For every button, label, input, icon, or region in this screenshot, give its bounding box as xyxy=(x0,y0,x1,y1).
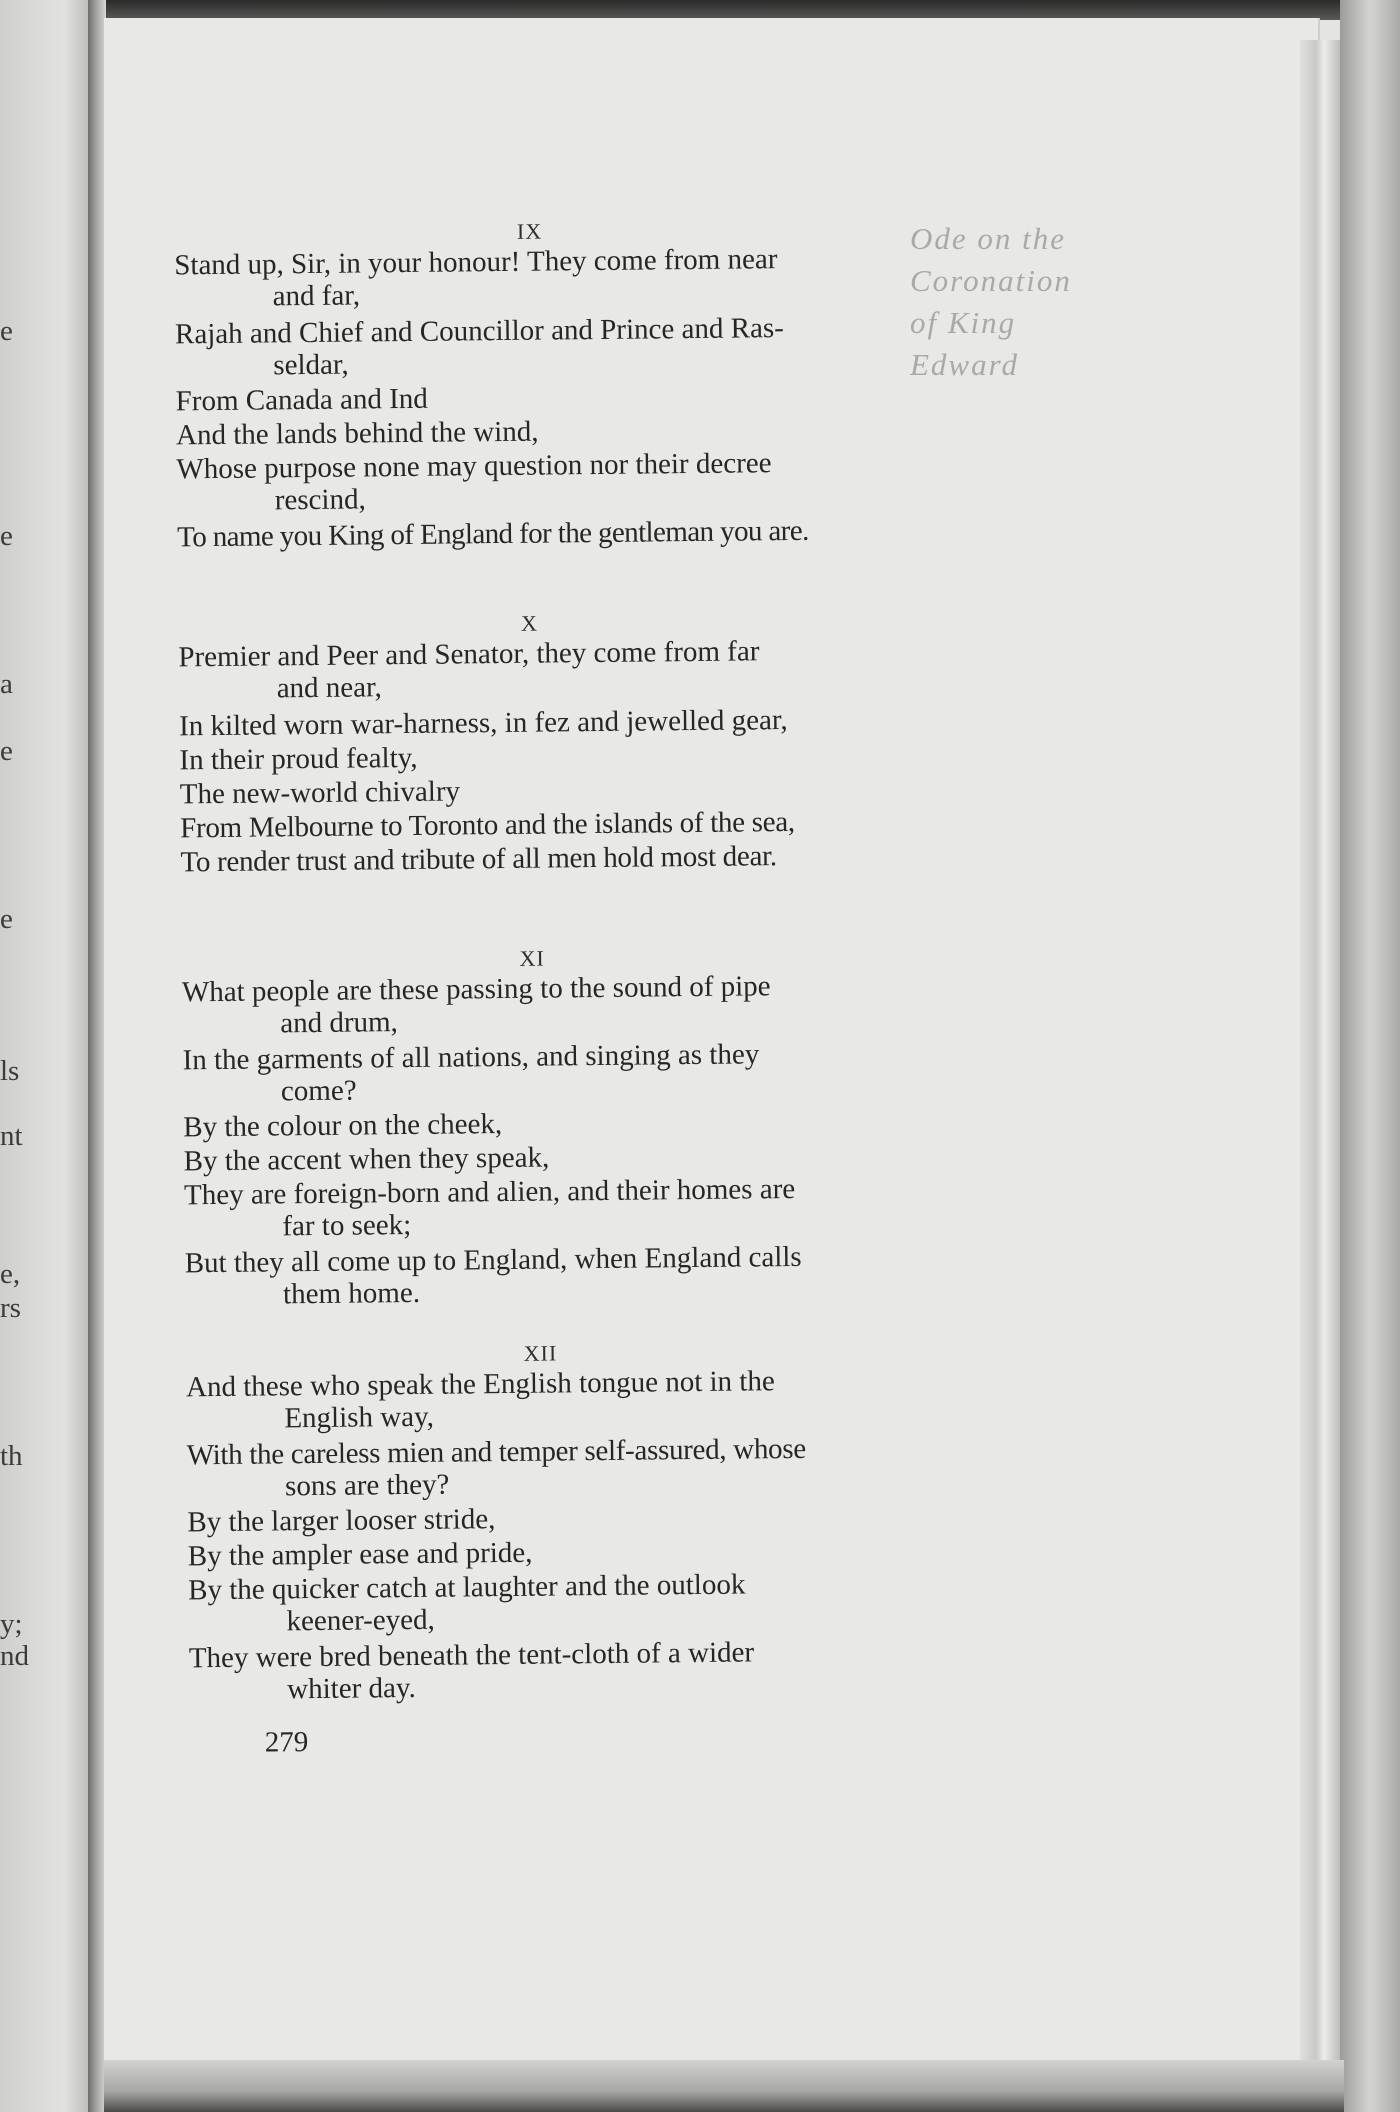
poem-line: far to seek; xyxy=(282,1208,412,1243)
left-page-fragment: e xyxy=(0,735,13,767)
poem-line: Rajah and Chief and Councillor and Prince and Ras- xyxy=(174,312,785,351)
left-page-fragment: nt xyxy=(0,1120,23,1152)
left-page-fragment: ls xyxy=(0,1055,20,1087)
poem-line: To name you King of England for the gentleman you are. xyxy=(176,514,809,554)
sidenote-line: Edward xyxy=(910,347,1020,382)
left-page-fragment: e xyxy=(0,520,13,552)
poem-line: Stand up, Sir, in your honour! They come from near xyxy=(174,243,778,282)
poem-line: But they all come up to England, when England calls xyxy=(184,1240,802,1280)
sidenote-line: of King xyxy=(910,305,1017,340)
left-page-fragment: a xyxy=(0,668,13,700)
poem-line: rescind, xyxy=(274,483,366,517)
poem-line: And the lands behind the wind, xyxy=(175,415,539,452)
poem-line: and near, xyxy=(276,671,383,705)
left-page-fragment: rs xyxy=(0,1292,21,1324)
left-page-fragment: th xyxy=(0,1440,23,1472)
poem-line: By the larger looser stride, xyxy=(187,1503,496,1539)
poem-line: and drum, xyxy=(280,1006,398,1040)
stanza-numeral: XII xyxy=(523,1340,558,1366)
left-page-fragment: nd xyxy=(0,1640,29,1672)
poem-line: keener-eyed, xyxy=(286,1603,435,1638)
running-sidenote xyxy=(910,218,1100,386)
poem-line: They were bred beneath the tent-cloth of a wider xyxy=(188,1636,755,1675)
poem-line: By the colour on the cheek, xyxy=(183,1108,503,1144)
poem-line: In kilted worn war-harness, in fez and jewelled gear, xyxy=(178,704,788,743)
poem-line: Whose purpose none may question nor their decree xyxy=(176,447,772,486)
poem-line: And these who speak the English tongue not in the xyxy=(185,1365,775,1404)
poem-line: and far, xyxy=(272,279,361,313)
page-number: 279 xyxy=(264,1726,309,1759)
left-page-fragment: e xyxy=(0,903,13,935)
poem-line: From Melbourne to Toronto and the islands of the sea, xyxy=(180,805,795,845)
stanza-numeral: IX xyxy=(516,218,543,244)
poem-line: In their proud fealty, xyxy=(179,741,418,777)
poem-line: In the garments of all nations, and singing as they xyxy=(182,1038,760,1077)
poem-line: What people are these passing to the sound of pipe xyxy=(181,970,771,1009)
sidenote-line: Coronation xyxy=(910,263,1072,298)
poem-line: them home. xyxy=(282,1276,421,1311)
stanza-numeral: XI xyxy=(519,945,545,971)
poem-line: The new-world chivalry xyxy=(179,775,461,811)
left-page-fragment: y; xyxy=(0,1608,23,1640)
left-page-fragment: e, xyxy=(0,1258,21,1290)
sidenote-line: Ode on the xyxy=(910,221,1067,256)
left-page-fragment: e xyxy=(0,315,13,347)
poem-line: By the accent when they speak, xyxy=(183,1141,550,1178)
poem-line: To render trust and tribute of all men hold most dear. xyxy=(180,840,777,879)
poem-line: Premier and Peer and Senator, they come from far xyxy=(178,635,760,674)
poem-line: English way, xyxy=(284,1400,435,1435)
stanza-numeral: X xyxy=(520,610,539,636)
poem-line: sons are they? xyxy=(284,1468,450,1503)
poem-line: With the careless mien and temper self-assured, whose xyxy=(186,1432,806,1472)
poem-line: whiter day. xyxy=(287,1671,416,1706)
poem-line: By the quicker catch at laughter and the outlook xyxy=(187,1568,746,1607)
poem-line: come? xyxy=(280,1074,357,1108)
poem-line: seldar, xyxy=(273,348,349,382)
poem-line: From Canada and Ind xyxy=(175,382,428,418)
poem-line: They are foreign-born and alien, and their homes are xyxy=(183,1172,796,1212)
poem-line: By the ampler ease and pride, xyxy=(187,1536,533,1573)
